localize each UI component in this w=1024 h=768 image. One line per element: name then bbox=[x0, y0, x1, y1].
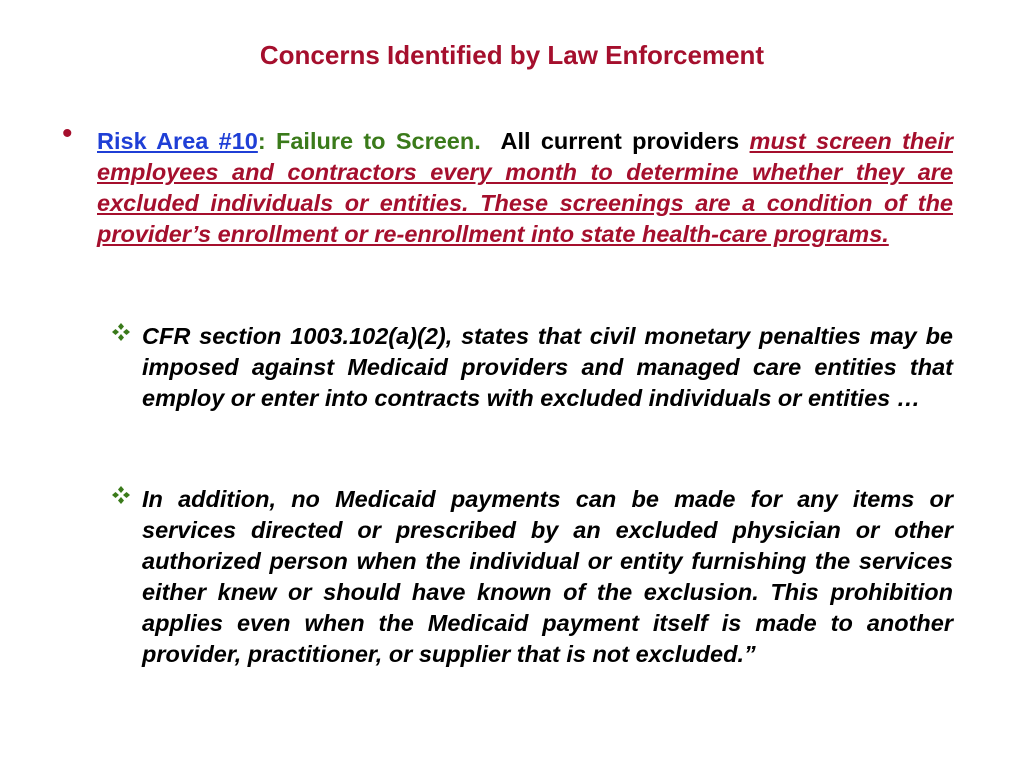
four-diamond-bullet-icon bbox=[111, 485, 131, 505]
risk-area-colon: : bbox=[257, 128, 266, 154]
risk-area-link[interactable]: Risk Area #10 bbox=[97, 128, 258, 154]
sub-bullet-payments: In addition, no Medicaid payments can be made for any items or services directed or prescribed by an excluded physician or other authorized person when the individual or entity furnishing the services either knew or should have known of the exclusion. This prohibition applies even when the Medicaid payment itself is made to another provider, practitioner, or supplier that is not excluded.” bbox=[142, 486, 953, 667]
bullet-dot-icon: • bbox=[62, 117, 73, 150]
sub-bullet-cfr: CFR section 1003.102(a)(2), states that civil monetary penalties may be imposed against Medicaid providers and managed care entities that employ or enter into contracts with excluded individuals or entities … bbox=[142, 323, 953, 411]
main-bullet-text bbox=[97, 126, 953, 250]
lead-text: All current providers bbox=[500, 128, 740, 154]
four-diamond-bullet-icon bbox=[111, 322, 131, 342]
slide-title: Concerns Identified by Law Enforcement bbox=[259, 40, 765, 70]
risk-area-heading: Failure to Screen. bbox=[276, 128, 481, 154]
emphasis-text: must screen their employees and contractors every month to determine whether they are excluded individuals or entities. These screenings are a condition of the provider’s enrollment or re-enrollment into state health-care programs. bbox=[97, 128, 954, 247]
